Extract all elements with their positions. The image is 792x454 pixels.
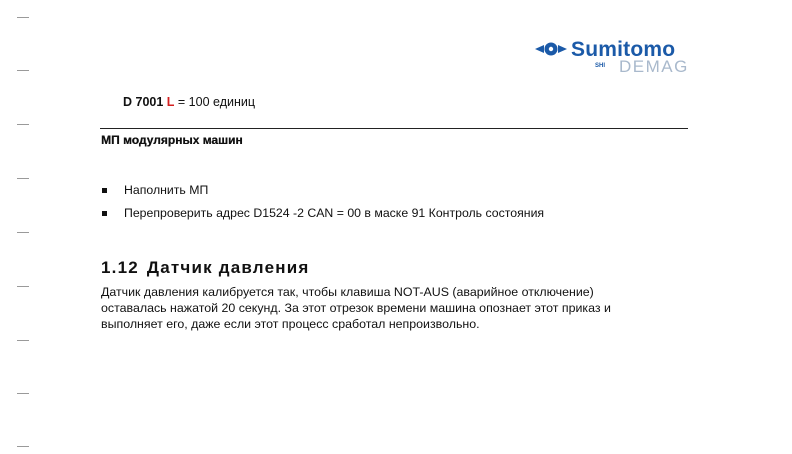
- horizontal-rule: [100, 128, 688, 129]
- parameter-line: [123, 95, 255, 109]
- sumitomo-demag-logo: [535, 38, 710, 80]
- margin-tick: [17, 286, 29, 287]
- parameter-variable: L: [166, 95, 175, 109]
- binder-margin-marks: [0, 0, 30, 454]
- margin-tick: [17, 124, 29, 125]
- margin-tick: [17, 232, 29, 233]
- paragraph-line: оставалась нажатой 20 секунд. За этот отрезок времени машина опознает этот приказ и: [101, 301, 611, 315]
- margin-tick: [17, 393, 29, 394]
- logo-sub-mark: SHI: [595, 63, 606, 69]
- parameter-code: D 7001: [123, 95, 164, 109]
- margin-tick: [17, 17, 29, 18]
- bullet-icon: [102, 211, 107, 216]
- paragraph-line: Датчик давления калибруется так, чтобы клавиша NOT-AUS (аварийное отключение): [101, 285, 594, 299]
- list-item-text: Наполнить МП: [124, 183, 209, 197]
- paragraph-line: выполняет его, даже если этот процесс сработал непроизвольно.: [101, 317, 480, 331]
- chapter-heading: [101, 258, 309, 278]
- margin-tick: [17, 178, 29, 179]
- body-paragraph: [101, 284, 681, 332]
- margin-tick: [17, 446, 29, 447]
- chapter-number: 1.12: [101, 258, 139, 277]
- chapter-title: Датчик давления: [146, 258, 310, 277]
- bullet-icon: [102, 188, 107, 193]
- margin-tick: [17, 340, 29, 341]
- list-item-text: Перепроверить адрес D1524 -2 CAN = 00 в маске 91 Контроль состояния: [124, 206, 545, 220]
- logo-sub-brand: DEMAG: [619, 57, 689, 76]
- sumitomo-emblem-icon: [535, 39, 567, 59]
- parameter-value: = 100 единиц: [174, 95, 256, 109]
- logo-brand-name: Sumitomo: [571, 38, 676, 61]
- margin-tick: [17, 70, 29, 71]
- section-heading: МП модулярных машин: [101, 133, 243, 147]
